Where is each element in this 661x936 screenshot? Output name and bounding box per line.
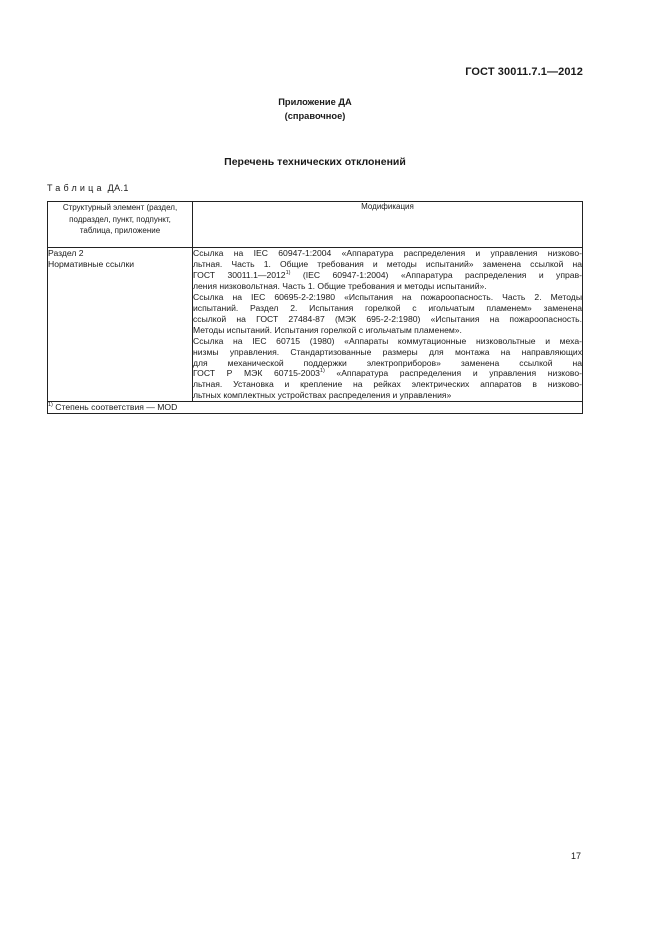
appendix-title: Приложение ДА: [278, 97, 352, 107]
modification-line: Ссылка на IEC 60715 (1980) «Аппараты коммутационные низковольтные и меха-: [193, 335, 582, 346]
modification-line: Ссылка на IEC 60695-2-2:1980 «Испытания на пожароопасность. Часть 2. Методы: [193, 291, 582, 302]
modification-text: (IEC 60947-1:2004) «Аппаратура распределения и управ-: [290, 269, 582, 280]
modification-line: низмы управления. Стандартизованные размеры для монтажа на направляющих: [193, 346, 582, 357]
page-number: 17: [570, 851, 581, 861]
modification-line: [193, 270, 582, 281]
footnote-marker: 1): [319, 368, 325, 375]
structural-element-cell: [48, 248, 193, 402]
modification-line: льтная. Часть 1. Общие требования и методы испытаний» заменена ссылкой на: [193, 258, 582, 269]
gost-reference: ГОСТ 30011.1—2012: [193, 269, 286, 280]
header-col1-line: таблица, приложение: [79, 226, 161, 235]
table-caption-number: ДА.1: [104, 183, 129, 193]
table-caption: [47, 183, 129, 193]
table-caption-prefix: Таблица: [47, 183, 105, 193]
modification-cell: [193, 248, 583, 402]
modification-line: ссылкой на ГОСТ 27484-87 (МЭК 695-2-2:1980) «Испытания на пожароопасность.: [193, 313, 582, 324]
table-footnote: [48, 402, 583, 414]
table-row: [48, 248, 583, 402]
document-title: Перечень технических отклонений: [224, 156, 406, 168]
footnote-text: Степень соответствия — MOD: [52, 402, 178, 413]
modification-line: для механической поддержки электроприборов» заменена ссылкой на: [193, 357, 582, 368]
modification-text: «Аппаратура распределения и управления низково-: [324, 368, 583, 379]
modification-line: ления низковольтная. Часть 1. Общие требования и методы испытаний».: [193, 280, 487, 291]
header-structural-element: [48, 202, 193, 248]
gost-reference: ГОСТ Р МЭК 60715-2003: [193, 368, 320, 379]
deviations-table: [47, 201, 583, 414]
footnote-marker: 1): [285, 269, 291, 276]
header-col1-line: подраздел, пункт, подпункт,: [69, 214, 171, 224]
modification-line: льтная. Установка и крепление на рейках электрических аппаратов в низково-: [193, 379, 582, 390]
header-col1-line: Структурный элемент (раздел,: [62, 203, 178, 212]
section-label: Раздел 2: [48, 248, 84, 258]
modification-line: испытаний. Раздел 2. Испытания горелкой с игольчатым пламенем» заменена: [193, 302, 582, 313]
modification-line: льтных комплектных устройствах распределения и управления»: [193, 390, 452, 401]
footnote-marker: 1): [48, 402, 53, 409]
modification-line: Методы испытаний. Испытания горелкой с игольчатым пламенем».: [193, 324, 462, 335]
section-name: Нормативные ссылки: [48, 259, 135, 269]
header-modification: Модификация: [193, 202, 583, 248]
table-footnote-row: [48, 402, 583, 414]
modification-line: Ссылка на IEC 60947-1:2004 «Аппаратура распределения и управления низково-: [193, 248, 582, 258]
appendix-heading: [0, 95, 630, 123]
standard-code: ГОСТ 30011.7.1—2012: [465, 66, 583, 78]
modification-line: [193, 368, 582, 379]
appendix-subtitle: (справочное): [284, 111, 346, 121]
table-header-row: [48, 202, 583, 248]
